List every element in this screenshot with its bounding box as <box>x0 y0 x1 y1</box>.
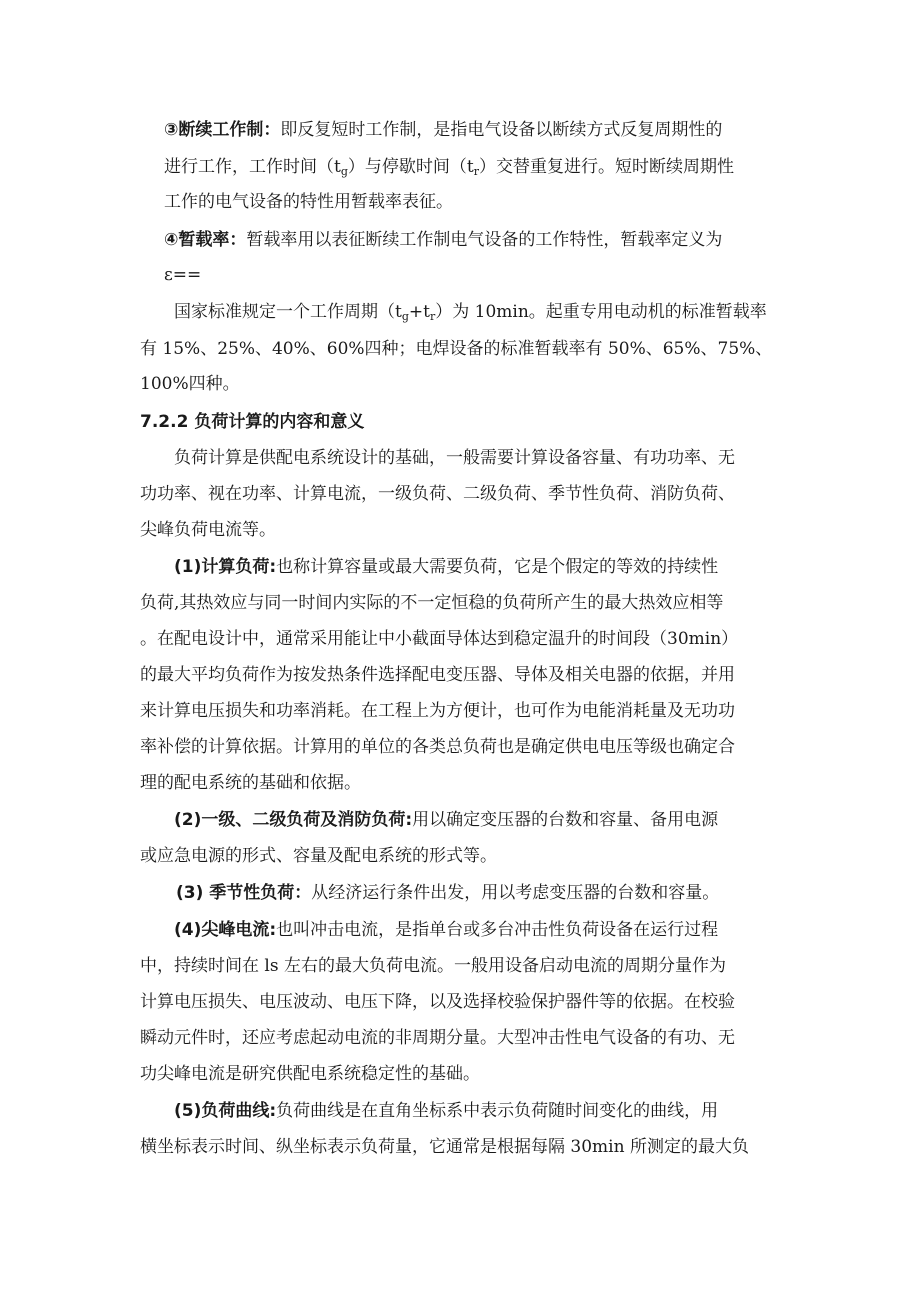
para-peak-current-line1 <box>174 918 718 942</box>
subscript-r: r <box>429 310 436 323</box>
text: 。在配电设计中，通常采用能让中小截面导体达到稳定温升的时间段（30min） <box>140 629 739 649</box>
para-calc-load-line6 <box>140 735 735 759</box>
term-duty-ratio: ④暂载率： <box>164 230 247 250</box>
para-level-loads-line1 <box>174 808 718 832</box>
text: 进行工作，工作时间（t <box>164 157 341 177</box>
text: 中，持续时间在 ls 左右的最大负荷电流。一般用设备启动电流的周期分量作为 <box>140 956 726 976</box>
para-intermittent-duty-line3 <box>164 190 453 214</box>
text: ）为 10min。起重专用电动机的标准暂载率 <box>435 302 767 322</box>
text: 来计算电压损失和功率消耗。在工程上为方便计，也可作为电能消耗量及无功功 <box>140 701 735 721</box>
subscript-r: r <box>473 165 479 178</box>
text: 暂载率用以表征断续工作制电气设备的工作特性，暂载率定义为 <box>246 230 723 250</box>
para-load-calc-line3 <box>140 518 276 542</box>
text: 即反复短时工作制，是指电气设备以断续方式反复周期性的 <box>280 120 723 140</box>
para-calc-load-line1 <box>174 555 718 579</box>
section-heading: 7.2.2 负荷计算的内容和意义 <box>140 412 365 432</box>
subscript-g: g <box>401 310 409 323</box>
text: 负荷计算是供配电系统设计的基础，一般需要计算设备容量、有功功率、无 <box>174 448 735 468</box>
text: 理的配电系统的基础和依据。 <box>140 773 361 793</box>
text: 也叫冲击电流，是指单台或多台冲击性负荷设备在运行过程 <box>276 920 719 940</box>
para-level-loads-line2 <box>140 844 497 868</box>
text: +t <box>408 302 430 322</box>
text: 率补偿的计算依据。计算用的单位的各类总负荷也是确定供电电压等级也确定合 <box>140 737 735 757</box>
text: 计算电压损失、电压波动、电压下降，以及选择校验保护器件等的依据。在校验 <box>140 992 735 1012</box>
term-intermittent-duty: ③断续工作制： <box>164 120 281 140</box>
text: 工作的电气设备的特性用暂载率表征。 <box>164 192 453 212</box>
term-peak-current: (4)尖峰电流: <box>174 920 277 940</box>
text: 100%四种。 <box>140 374 240 394</box>
para-peak-current-line5 <box>140 1062 480 1086</box>
subscript-g: g <box>340 165 348 178</box>
para-intermittent-duty-line1 <box>164 118 722 142</box>
para-calc-load-line4 <box>140 663 735 687</box>
para-duty-ratio-line1 <box>164 228 722 252</box>
text: 横坐标表示时间、纵坐标表示负荷量，它通常是根据每隔 30min 所测定的最大负 <box>140 1137 749 1157</box>
text: 负荷曲线是在直角坐标系中表示负荷随时间变化的曲线，用 <box>276 1101 719 1121</box>
duty-ratio-formula <box>164 263 201 287</box>
text: 功功率、视在功率、计算电流，一级负荷、二级负荷、季节性负荷、消防负荷、 <box>140 484 735 504</box>
para-load-curve-line2 <box>140 1135 749 1159</box>
text: 也称计算容量或最大需要负荷，它是个假定的等效的持续性 <box>276 557 719 577</box>
text: 国家标准规定一个工作周期（t <box>174 302 402 322</box>
para-load-calc-line1 <box>174 446 735 470</box>
text: 功尖峰电流是研究供配电系统稳定性的基础。 <box>140 1064 480 1084</box>
text: 负荷,其热效应与同一时间内实际的不一定恒稳的负荷所产生的最大热效应相等 <box>140 593 724 613</box>
formula: ε== <box>164 265 202 285</box>
text: 从经济运行条件出发，用以考虑变压器的台数和容量。 <box>311 883 720 903</box>
term-calc-load: (1)计算负荷: <box>174 557 277 577</box>
text: 有 15%、25%、40%、60%四种；电焊设备的标准暂载率有 50%、65%、75%、 <box>140 339 773 359</box>
text: ）交替重复进行。短时断续周期性 <box>479 157 734 177</box>
para-seasonal-load-line1 <box>176 881 719 905</box>
para-load-curve-line1 <box>174 1099 718 1123</box>
para-calc-load-line7 <box>140 771 361 795</box>
term-seasonal-load: (3) 季节性负荷： <box>176 883 312 903</box>
para-peak-current-line4 <box>140 1026 735 1050</box>
text: 瞬动元件时，还应考虑起动电流的非周期分量。大型冲击性电气设备的有功、无 <box>140 1028 735 1048</box>
text: 的最大平均负荷作为按发热条件选择配电变压器、导体及相关电器的依据，并用 <box>140 665 735 685</box>
text: 用以确定变压器的台数和容量、备用电源 <box>412 810 719 830</box>
term-load-curve: (5)负荷曲线: <box>174 1101 277 1121</box>
para-peak-current-line2 <box>140 954 726 978</box>
para-standard-line3 <box>140 372 240 396</box>
para-calc-load-line2 <box>140 591 723 615</box>
para-intermittent-duty-line2 <box>164 155 734 179</box>
para-standard-line1 <box>174 300 767 324</box>
text: 或应急电源的形式、容量及配电系统的形式等。 <box>140 846 497 866</box>
text: 尖峰负荷电流等。 <box>140 520 276 540</box>
para-calc-load-line3 <box>140 627 738 651</box>
para-standard-line2 <box>140 337 772 361</box>
text: ）与停歇时间（t <box>347 157 474 177</box>
para-calc-load-line5 <box>140 699 735 723</box>
para-load-calc-line2 <box>140 482 735 506</box>
term-level-loads: (2)一级、二级负荷及消防负荷: <box>174 810 413 830</box>
para-peak-current-line3 <box>140 990 735 1014</box>
